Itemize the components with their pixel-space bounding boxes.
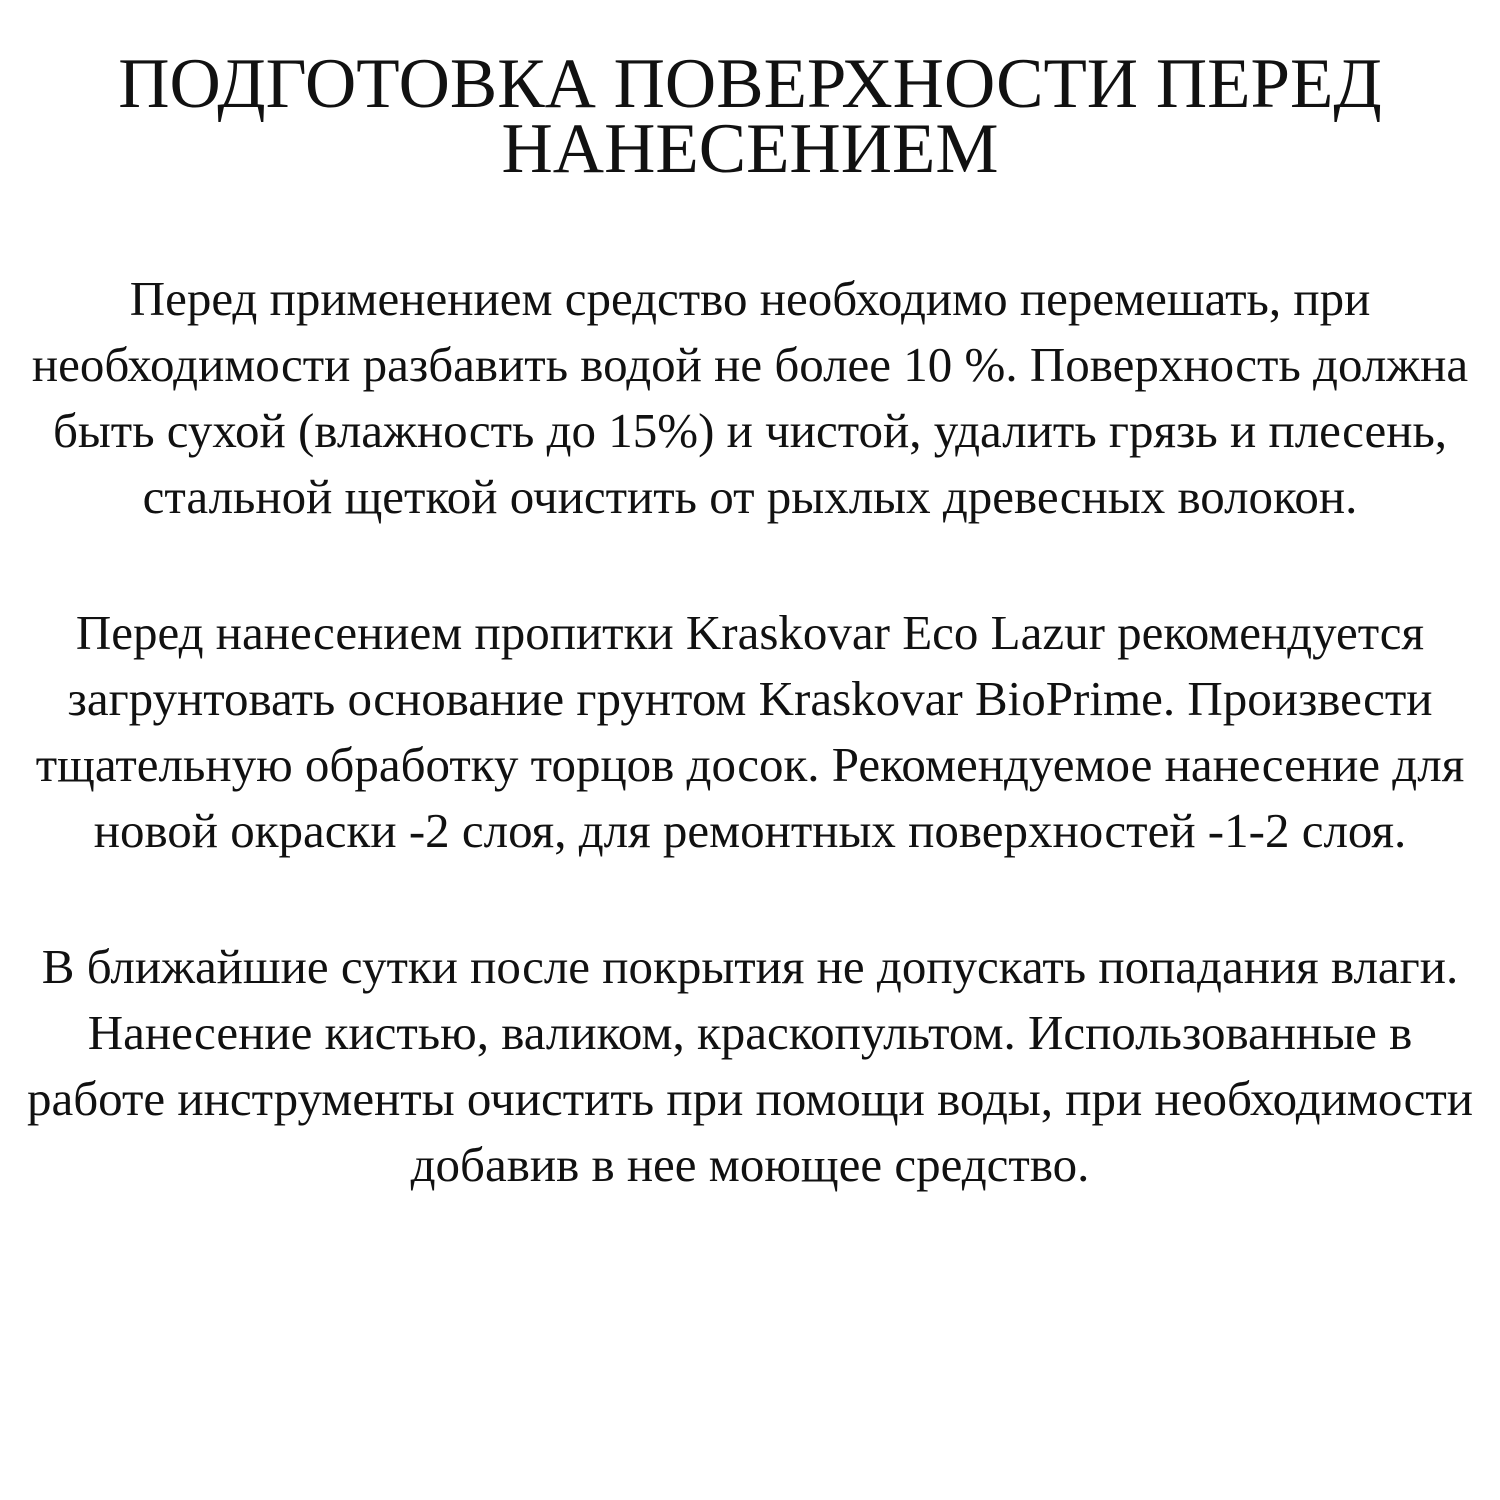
- paragraph-priming: Перед нанесением пропитки Kraskovar Eco Lazur рекомендуется загрунтовать основание грунтом Kraskovar BioPrime. Произвести тщательную обработку торцов досок. Рекомендуемое нанесение для новой окраски -2 слоя, для ремонтных поверхностей -1-2 слоя.: [35, 605, 1465, 858]
- page-title: ПОДГОТОВКА ПОВЕРХНОСТИ ПЕРЕД НАНЕСЕНИЕМ: [118, 45, 1382, 188]
- paragraph-surface-preparation: Перед применением средство необходимо перемешать, при необходимости разбавить водой не более 10 %. Поверхность должна быть сухой (влажность до 15%) и чистой, удалить грязь и плесень, стальной щеткой очистить от рыхлых древесных волокон.: [31, 271, 1469, 524]
- paragraph-after-application: В ближайшие сутки после покрытия не допускать попадания влаги. Нанесение кистью, валиком, краскопультом. Использованные в работе инструменты очистить при помощи воды, при необходимости добавив в нее моющее средство.: [26, 939, 1474, 1192]
